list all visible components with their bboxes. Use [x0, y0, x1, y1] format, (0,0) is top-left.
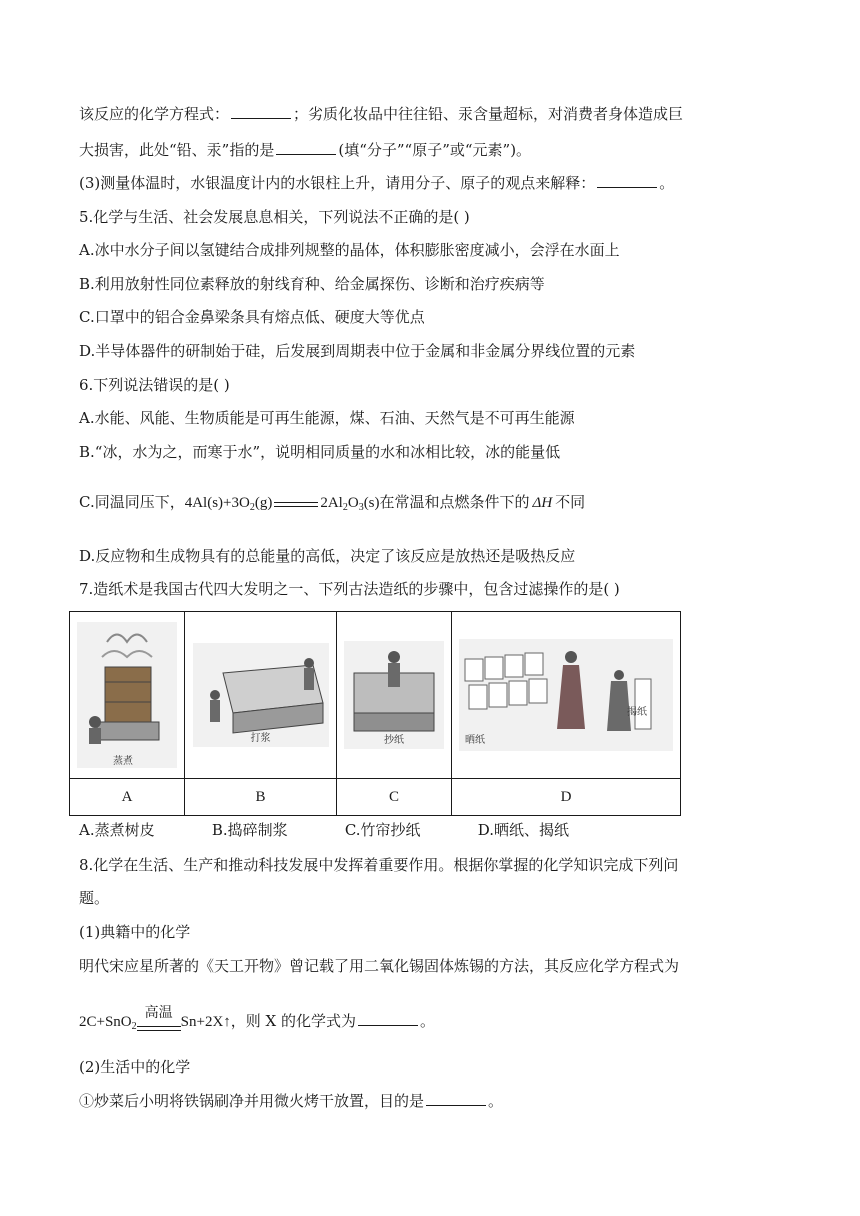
text: (填“分子”“原子”或“元素”)。 [338, 141, 532, 159]
eq-part: 2Al [320, 495, 343, 511]
sheet-forming-illustration [344, 641, 444, 749]
q8-equation-line [79, 1004, 435, 1038]
steaming-illustration [77, 622, 177, 768]
q5-option-c: C.口罩中的铝合金鼻梁条具有熔点低、硬度大等优点 [79, 308, 425, 326]
answer-blank[interactable] [358, 1011, 418, 1026]
eq-part: (g) [254, 495, 273, 511]
label-a: A [70, 779, 185, 816]
high-temp-equals [137, 1004, 181, 1038]
subscript: 2 [131, 1021, 137, 1032]
text: 。 [659, 174, 675, 192]
question-7: 7.造纸术是我国古代四大发明之一、下列古法造纸的步骤中，包含过滤操作的是( ) [79, 580, 620, 598]
question-6: 6.下列说法错误的是( ) [79, 376, 230, 394]
subscript: 3 [358, 502, 364, 513]
line-equation-blank [79, 104, 683, 124]
drying-icon [459, 639, 673, 751]
eq-part: Sn+2X↑ [180, 1014, 231, 1030]
caption: 晒纸 [465, 735, 485, 746]
label-b: B [185, 779, 337, 816]
text: 不同 [555, 493, 586, 511]
eq-part: 2C+SnO [79, 1014, 132, 1030]
text: 。 [420, 1012, 436, 1030]
cell-d-image [452, 612, 681, 779]
question-8-cont: 题。 [79, 889, 110, 907]
caption: 抄纸 [384, 735, 404, 746]
pulping-illustration [193, 643, 329, 747]
equation [79, 1006, 231, 1032]
subscript: 2 [249, 502, 255, 513]
line-thermometer [79, 173, 674, 193]
q6-option-a: A.水能、风能、生物质能是可再生能源，煤、石油、天然气是不可再生能源 [79, 409, 575, 427]
q6-option-c [79, 492, 585, 518]
caption: 打浆 [250, 733, 271, 744]
answer-blank[interactable] [426, 1091, 486, 1106]
q6-option-d: D.反应物和生成物具有的总能量的高低，决定了该反应是放热还是吸热反应 [79, 547, 576, 565]
line-lead-mercury [79, 140, 531, 160]
answer-blank[interactable] [231, 104, 291, 119]
q5-option-d: D.半导体器件的研制始于硅，后发展到周期表中位于金属和非金属分界线位置的元素 [79, 342, 636, 360]
answer-blank[interactable] [276, 140, 336, 155]
q8-part-2: (2)生活中的化学 [79, 1058, 191, 1076]
text: 该反应的化学方程式： [79, 105, 230, 123]
question-5: 5.化学与生活、社会发展息息相关，下列说法不正确的是( ) [79, 208, 470, 226]
delta-h: ΔH [532, 495, 553, 511]
question-8: 8.化学在生活、生产和推动科技发展中发挥着重要作用。根据你掌握的化学知识完成下列问 [79, 856, 679, 874]
q8-part-1: (1)典籍中的化学 [79, 923, 191, 941]
subscript: 2 [342, 502, 348, 513]
papermaking-table [69, 611, 681, 816]
label-c: C [337, 779, 452, 816]
cell-b-image [185, 612, 337, 779]
eq-part: 4Al(s)+3O [184, 495, 250, 511]
cell-a-image [70, 612, 185, 779]
text: ①炒菜后小明将铁锅刷净并用微火烤干放置，目的是 [79, 1092, 425, 1110]
cell-c-image [337, 612, 452, 779]
text: C.同温同压下， [79, 493, 185, 511]
q8-part-2-a [79, 1091, 503, 1111]
equation [185, 495, 380, 511]
text: (3)测量体温时，水银温度计内的水银柱上升，请用分子、原子的观点来解释： [79, 174, 596, 192]
text: 在常温和点燃条件下的 [379, 493, 530, 511]
text: 大损害，此处“铅、汞”指的是 [79, 141, 275, 159]
caption: 揭纸 [627, 707, 647, 718]
steaming-icon [77, 622, 177, 768]
text: 。 [488, 1092, 504, 1110]
condition-label: 高温 [144, 1006, 173, 1021]
eq-part: (s) [363, 495, 380, 511]
q7-options: A.蒸煮树皮 B.捣碎制浆 C.竹帘抄纸 D.晒纸、揭纸 [79, 821, 570, 839]
q8-part-1-text: 明代宋应星所著的《天工开物》曾记载了用二氧化锡固体炼锡的方法，其反应化学方程式为 [79, 957, 680, 975]
text: ，则 X 的化学式为 [230, 1012, 356, 1030]
q5-option-b: B.利用放射性同位素释放的射线育种、给金属探伤、诊断和治疗疾病等 [79, 275, 545, 293]
equals-sign [274, 498, 318, 510]
eq-part: O [347, 495, 359, 511]
answer-blank[interactable] [597, 173, 657, 188]
q6-option-b: B.“冰，水为之，而寒于水”，说明相同质量的水和冰相比较，冰的能量低 [79, 443, 561, 461]
q5-option-a: A.冰中水分子间以氢键结合成排列规整的晶体，体积膨胀密度减小，会浮在水面上 [79, 241, 620, 259]
text: ；劣质化妆品中往往铅、汞含量超标，对消费者身体造成巨 [293, 105, 684, 123]
label-d: D [452, 779, 681, 816]
drying-illustration [459, 639, 673, 751]
caption: 蒸煮 [113, 756, 133, 767]
